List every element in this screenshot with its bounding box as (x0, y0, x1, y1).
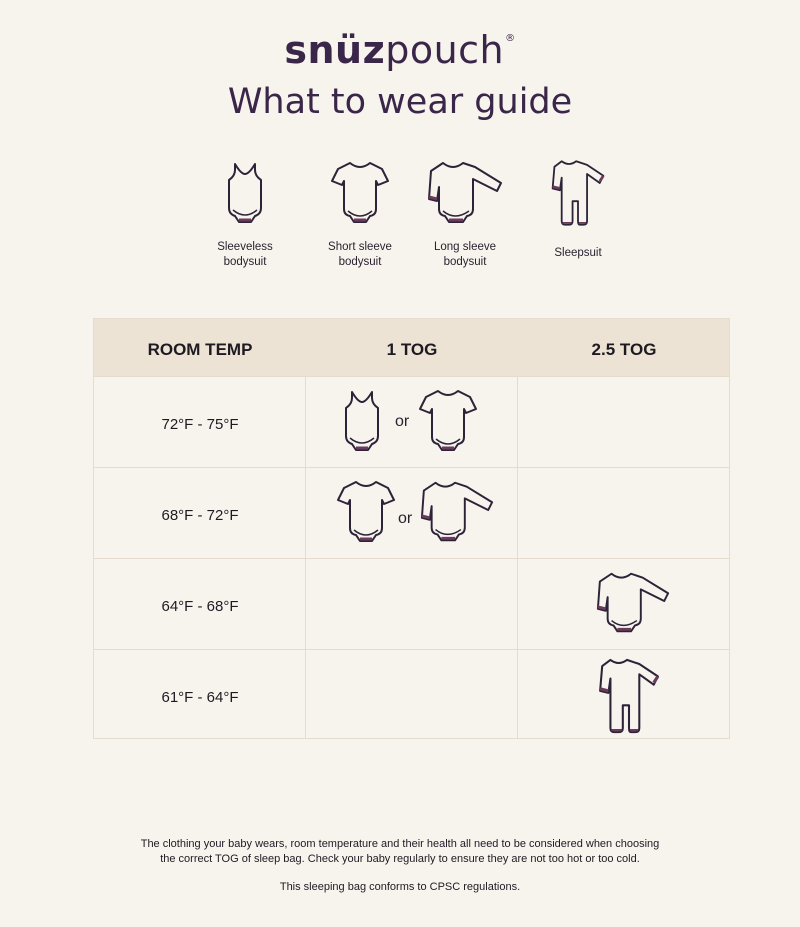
page-title: What to wear guide (227, 82, 573, 122)
table-row (94, 376, 729, 467)
short-sleeve-bodysuit-icon (330, 158, 390, 228)
sleepsuit-icon (596, 656, 662, 736)
legend-label-line1: Sleepsuit (554, 247, 602, 259)
table-row (94, 558, 729, 649)
long-sleeve-bodysuit-icon (425, 158, 505, 228)
short-sleeve-bodysuit-icon (418, 387, 478, 455)
or-connector: or (395, 413, 410, 430)
legend-label (190, 240, 300, 270)
tog-2-5-cell (518, 468, 730, 559)
header-room-temp: ROOM TEMP (147, 340, 253, 359)
cpsc-note: This sleeping bag conforms to CPSC regulations. (279, 881, 521, 893)
short-sleeve-bodysuit-icon (336, 478, 396, 546)
brand-logo (0, 28, 800, 72)
or-connector: or (398, 510, 413, 527)
room-temp-cell: 64°F - 68°F (161, 598, 239, 615)
room-temp-cell: 72°F - 75°F (161, 416, 239, 433)
legend-label-line1: Long sleeve (433, 241, 497, 253)
logo-light-text: pouch (385, 28, 505, 72)
table-header (94, 319, 729, 376)
footer-note (0, 837, 800, 867)
room-temp-cell: 68°F - 72°F (161, 507, 239, 524)
long-sleeve-bodysuit-icon (594, 569, 672, 637)
tog-2-5-cell (518, 650, 730, 741)
sleepsuit-icon (549, 158, 607, 228)
legend-item-long-sleeve (410, 158, 520, 270)
tog-1-cell (306, 650, 518, 741)
long-sleeve-bodysuit-icon (418, 478, 496, 546)
legend-label-line2: bodysuit (443, 256, 487, 268)
sleeveless-bodysuit-icon (223, 158, 267, 230)
legend-label-line1: Short sleeve (328, 241, 392, 253)
legend-label (523, 246, 633, 261)
legend-label-line1: Sleeveless (217, 241, 273, 253)
tog-guide-table (93, 318, 730, 739)
header-2-5-tog: 2.5 TOG (591, 340, 657, 359)
legend-item-short-sleeve (305, 158, 415, 270)
registered-mark: ® (505, 33, 516, 44)
legend-label (305, 240, 415, 270)
sleeveless-bodysuit-icon (340, 387, 384, 457)
footer-line: the correct TOG of sleep bag. Check your baby regularly to ensure they are not too hot or too cold. (160, 853, 640, 865)
table-row (94, 467, 729, 558)
tog-1-cell (306, 377, 518, 468)
header-1-tog: 1 TOG (386, 340, 438, 359)
logo-bold-text: snüz (284, 28, 386, 72)
legend-label-line2: bodysuit (223, 256, 267, 268)
legend-label-line2: bodysuit (338, 256, 382, 268)
tog-1-cell (306, 468, 518, 559)
tog-2-5-cell (518, 559, 730, 650)
tog-1-cell (306, 559, 518, 650)
legend-item-sleepsuit (523, 158, 633, 261)
legend-item-sleeveless (190, 158, 300, 270)
room-temp-cell: 61°F - 64°F (161, 689, 239, 706)
legend-label (410, 240, 520, 270)
table-row (94, 649, 729, 740)
tog-2-5-cell (518, 377, 730, 468)
footer-line: The clothing your baby wears, room temperature and their health all need to be considered when choosing (140, 838, 660, 850)
